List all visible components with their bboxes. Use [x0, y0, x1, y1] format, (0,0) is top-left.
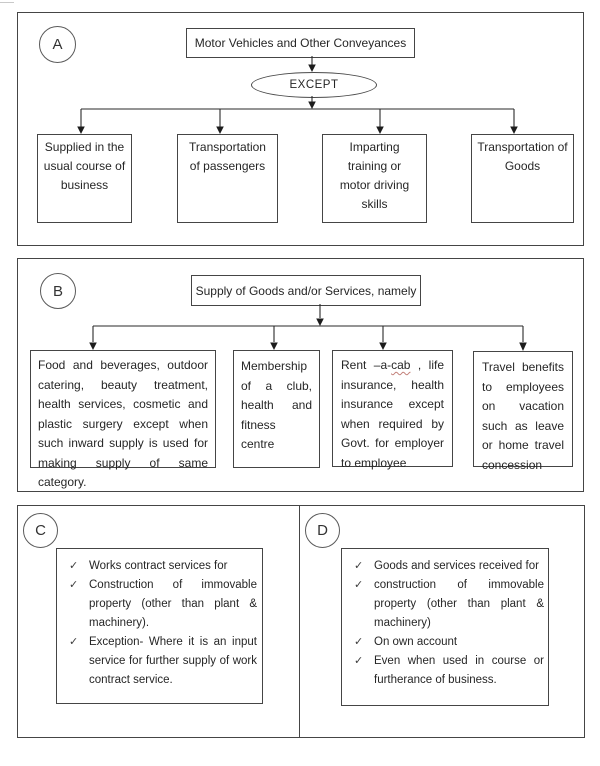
panel-d-label-circle: [305, 513, 340, 548]
list-item: [354, 652, 544, 690]
list-item-text: construction of immovable property (other than plant & machinery): [374, 579, 544, 629]
panel-a-box-4-text: Transportation of Goods: [477, 140, 568, 173]
check-icon: ✓: [69, 560, 79, 572]
panel-a-title-box: [186, 28, 415, 58]
check-icon: ✓: [354, 655, 364, 667]
list-item-text: Even when used in course or furtherance of business.: [374, 655, 544, 686]
panel-a-box-2: [177, 134, 278, 223]
list-item: [354, 557, 544, 576]
panel-a-box-1: [37, 134, 132, 223]
panel-b-box-4: [473, 351, 573, 472]
list-item-text: On own account: [374, 636, 458, 648]
check-icon: ✓: [354, 560, 364, 572]
list-item: [69, 633, 257, 690]
panel-b-label-circle: [40, 273, 76, 309]
check-icon: ✓: [354, 579, 364, 591]
panel-a-title: Motor Vehicles and Other Conveyances: [194, 36, 407, 50]
list-item-text: Exception- Where it is an input service for further supply of work contract service.: [89, 636, 257, 686]
panel-b-label: B: [52, 282, 63, 300]
list-item: [354, 633, 544, 652]
panel-b-box-2: [233, 350, 320, 468]
panel-a-box-3-text: Imparting training or motor driving skills: [339, 140, 410, 211]
panel-d-content-box: [341, 548, 549, 706]
panel-c-label-circle: [23, 513, 58, 548]
check-icon: ✓: [69, 636, 79, 648]
panel-b-box-1: [30, 350, 216, 489]
panel-b-box-2-text: Membership of a club, health and fitness centre: [241, 359, 312, 451]
list-item-text: Works contract services for: [89, 560, 228, 572]
panel-a-box-1-text: Supplied in the usual course of business: [43, 140, 126, 192]
panel-b-title: Supply of Goods and/or Services, namely: [195, 283, 417, 298]
panel-a-label-circle: [39, 26, 76, 63]
panel-a-box-4: [471, 134, 574, 223]
panel-b-box-4-text: Travel benefits to employees on vacation such as leave or home travel concession: [482, 360, 564, 472]
panel-b-box-3-misspelled-word: cab: [391, 358, 411, 372]
list-item-text: Construction of immovable property (other than plant & machinery).: [89, 579, 257, 629]
panel-b-box-3: [332, 350, 453, 470]
except-connector: [251, 72, 377, 98]
list-item: [69, 557, 257, 576]
check-icon: ✓: [354, 636, 364, 648]
panel-b-box-3-text-prefix: Rent –a-: [341, 358, 392, 372]
panel-d-label: D: [317, 522, 328, 539]
list-item: [69, 576, 257, 633]
panel-b-title-box: [191, 275, 421, 306]
except-label: EXCEPT: [289, 79, 339, 91]
panel-a-box-3: [322, 134, 427, 223]
panel-c-content-box: [56, 548, 263, 704]
panel-a-box-2-text: Transportation of passengers: [189, 140, 266, 173]
panel-c-check-list: [57, 549, 262, 690]
panel-c-label: C: [35, 522, 46, 539]
panel-a-label: A: [52, 36, 63, 53]
list-item: [354, 576, 544, 633]
check-icon: ✓: [69, 579, 79, 591]
panel-d-check-list: [342, 549, 548, 690]
list-item-text: Goods and services received for: [374, 560, 539, 572]
panel-b-box-1-text: Food and beverages, outdoor catering, beauty treatment, health services, cosmetic and plastic surgery except when such inward supply is used for making supply of same category.: [38, 358, 208, 489]
page-edge-artifact: [0, 2, 14, 3]
panel-b-box-3-text-suffix: , life insurance, health insurance except when required by Govt. for employer to employee: [341, 358, 445, 470]
